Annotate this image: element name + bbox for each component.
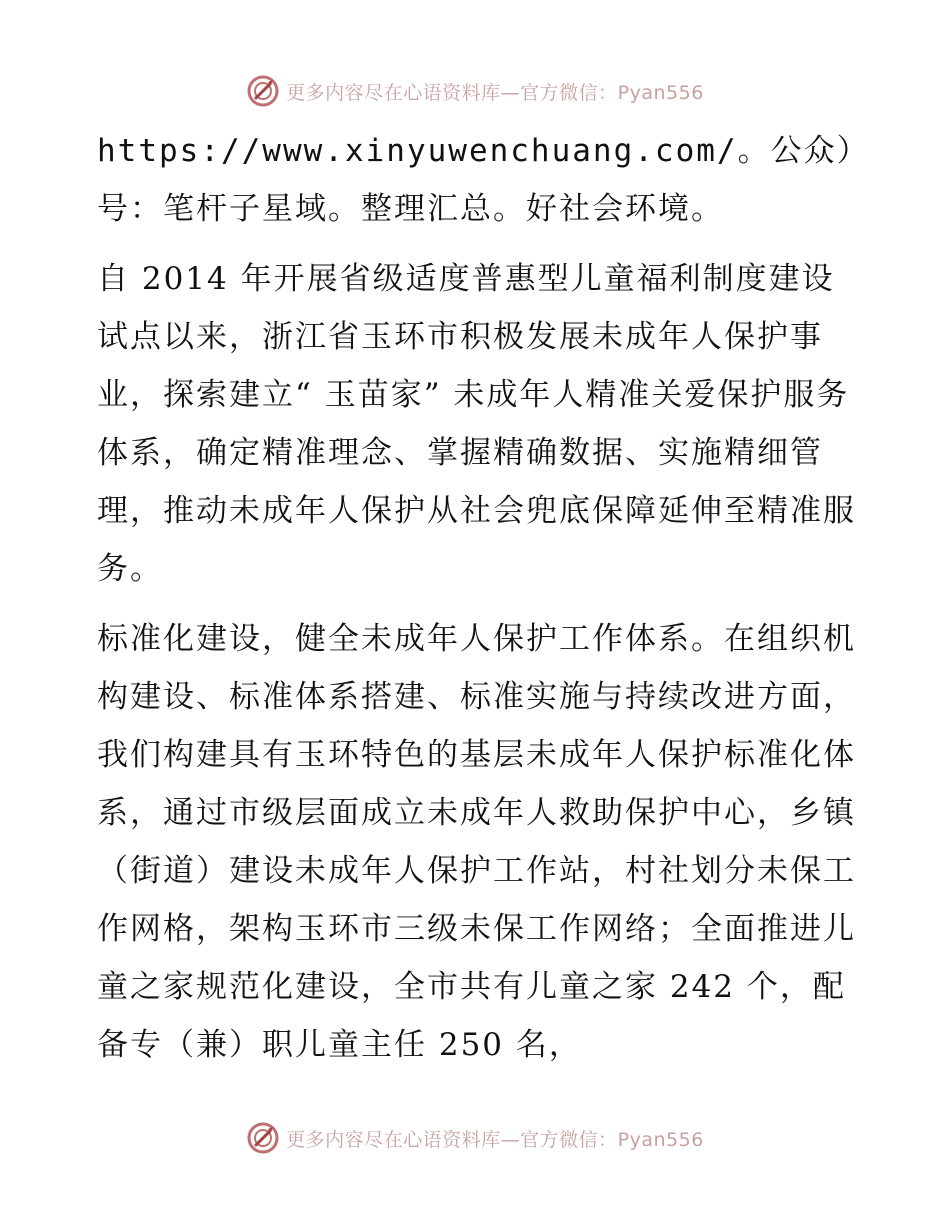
paragraph-overview: 自 2014 年开展省级适度普惠型儿童福利制度建设试点以来，浙江省玉环市积极发展未成年人保护事业，探索建立“ 玉苗家” 未成年人精准关爱保护服务体系，确定精准理念、掌握精确数据、实施精细管理，推动未成年人保护从社会兜底保障延伸至精准服务。	[97, 261, 856, 587]
circular-seal-logo-icon	[246, 74, 280, 108]
document-body	[97, 122, 857, 1086]
circular-seal-logo-icon	[246, 1121, 280, 1155]
watermark-text: 更多内容尽在心语资料库—官方微信：Pyan556	[286, 81, 704, 104]
header-watermark-banner	[0, 71, 950, 111]
footer-watermark-banner	[0, 1118, 950, 1158]
paragraph-standardization: 标准化建设，健全未成年人保护工作体系。在组织机构建设、标准体系搭建、标准实施与持续改进方面，我们构建具有玉环特色的基层未成年人保护标准化体系，通过市级层面成立未成年人救助保护中心，乡镇（街道）建设未成年人保护工作站，村社划分未保工作网格，架构玉环市三级未保工作网络；全面推进儿童之家规范化建设，全市共有儿童之家 242 个，配备专（兼）职儿童主任 250 名，	[97, 621, 856, 1063]
paragraph-intro: https://www.xinyuwenchuang.com/。公众）号：笔杆子星域。整理汇总。好社会环境。	[97, 133, 855, 227]
watermark-text: 更多内容尽在心语资料库—官方微信：Pyan556	[286, 1128, 704, 1151]
